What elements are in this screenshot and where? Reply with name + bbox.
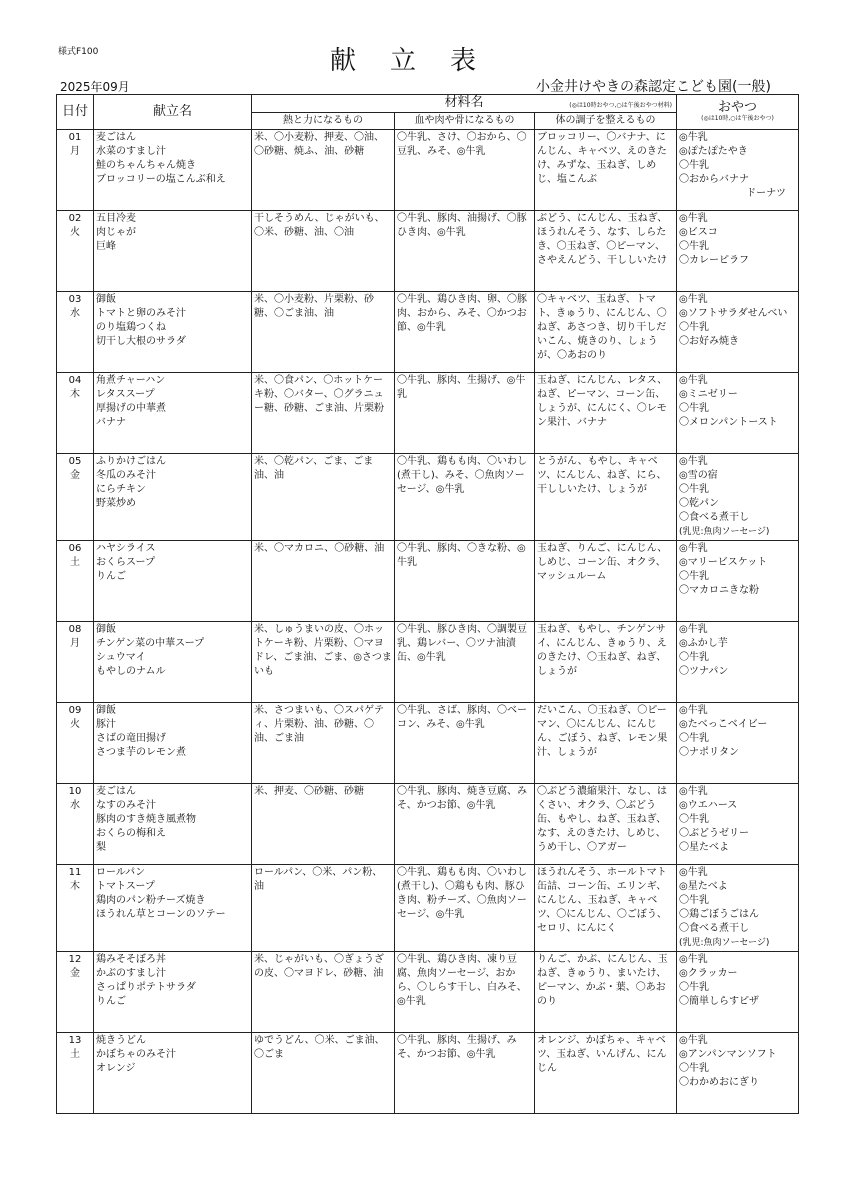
energy-header: 熱と力になるもの [252,113,395,130]
table-row [57,373,799,454]
table-row [57,865,799,952]
menu-cell [94,784,252,865]
menu-item: 切干し大根のサラダ [96,336,186,347]
table-row [57,541,799,622]
menu-item: ハヤシライス [96,543,156,554]
snack-item: 〇ぶどうゼリー [679,828,749,839]
body-cell: 玉ねぎ、りんご、にんじん、しめじ、コーン缶、オクラ、マッシュルーム [535,541,677,622]
snack-item: ◎アンパンマンソフト [679,1049,777,1060]
snack-cell [677,292,799,373]
date-cell [57,865,94,952]
snack-item: ◎ぽたぽたやき [679,146,748,157]
table-row [57,130,799,211]
snack-cell [677,373,799,454]
date-cell [57,373,94,454]
snack-item: ◎牛乳 [679,213,708,224]
energy-cell: 米、〇小麦粉、押麦、〇油、〇砂糖、焼ふ、油、砂糖 [252,130,395,211]
blood-cell: 〇牛乳、鶏もも肉、〇いわし(煮干し)、みそ、〇魚肉ソーセージ、◎牛乳 [395,454,535,541]
menu-item: 巨峰 [96,241,116,252]
materials-label: 材料名 [444,95,484,110]
snack-label: おやつ [717,100,757,115]
table-row [57,784,799,865]
day-number: 02 [68,213,82,224]
snack-item: 〇牛乳 [679,895,709,906]
menu-item: 鮭のちゃんちゃん焼き [96,160,196,171]
snack-item: 〇牛乳 [679,484,709,495]
menu-item: 野菜炒め [96,498,136,509]
menu-item: かぼちゃのみそ汁 [96,1049,176,1060]
body-cell: 玉ねぎ、もやし、チンゲンサイ、にんじん、きゅうり、えのきたけ、〇玉ねぎ、ねぎ、しょうが [535,622,677,703]
menu-cell [94,622,252,703]
menu-item: トマトスープ [96,881,155,892]
menu-item: ロールパン [96,867,146,878]
snack-item: ◎牛乳 [679,132,708,143]
energy-cell: ロールパン、〇米、パン粉、油 [252,865,395,952]
snack-item: 〇鶏ごぼうごはん [679,909,759,920]
snack-item: 〇牛乳 [679,652,709,663]
blood-cell: 〇牛乳、鶏ひき肉、卵、〇豚肉、おから、みそ、〇かつお節、◎牛乳 [395,292,535,373]
date-cell [57,703,94,784]
year-month: 2025年09月 [60,80,130,94]
weekday: 水 [70,308,80,319]
snack-item: ◎たべっこベイビー [679,719,768,730]
menu-item: なすのみそ汁 [96,800,156,811]
energy-cell: 米、〇食パン、〇ホットケーキ粉、〇バター、〇グラニュー糖、砂糖、ごま油、片栗粉 [252,373,395,454]
menu-table [56,94,799,1114]
menu-cell [94,541,252,622]
blood-cell: 〇牛乳、豚肉、焼き豆腐、みそ、かつお節、◎牛乳 [395,784,535,865]
menu-item: 御飯 [96,294,116,305]
menu-item: シュウマイ [96,652,146,663]
energy-cell: ゆでうどん、〇米、ごま油、〇ごま [252,1033,395,1114]
energy-cell: 米、押麦、〇砂糖、砂糖 [252,784,395,865]
energy-cell: 米、〇マカロニ、〇砂糖、油 [252,541,395,622]
menu-item: りんご [96,996,126,1007]
snack-item: ◎ミニゼリー [679,389,738,400]
snack-item: 〇わかめおにぎり [679,1077,759,1088]
blood-cell: 〇牛乳、さけ、〇おから、〇豆乳、みそ、◎牛乳 [395,130,535,211]
snack-item: ◎雪の宿 [679,470,718,481]
menu-item: 麦ごはん [96,786,136,797]
snack-item: ◎牛乳 [679,786,708,797]
snack-item: ◎牛乳 [679,543,708,554]
form-number: 様式F100 [58,47,99,57]
blood-cell: 〇牛乳、豚肉、〇きな粉、◎牛乳 [395,541,535,622]
snack-item: ◎牛乳 [679,867,708,878]
menu-cell [94,211,252,292]
blood-cell: 〇牛乳、豚肉、油揚げ、〇豚ひき肉、◎牛乳 [395,211,535,292]
materials-header [252,95,677,113]
snack-item: 〇牛乳 [679,322,709,333]
menu-item: 梨 [96,842,106,853]
table-row [57,952,799,1033]
snack-cell [677,784,799,865]
snack-note: (◎は10時,○は午後おやつ) [701,115,774,122]
blood-header: 血や肉や骨になるもの [395,113,535,130]
snack-cell [677,211,799,292]
menu-item: さつま芋のレモン煮 [96,747,186,758]
date-cell [57,211,94,292]
menu-item: 豚肉のすき焼き風煮物 [96,814,196,825]
snack-item: 〇牛乳 [679,241,709,252]
menu-item: さばの竜田揚げ [96,733,166,744]
snack-item: ◎牛乳 [679,1035,708,1046]
menu-item: 水菜のすまし汁 [96,146,166,157]
table-row [57,1033,799,1114]
body-cell: 〇キャベツ、玉ねぎ、トマト、きゅうり、にんじん、〇ねぎ、あさつき、切り干しだいこん、焼きのり、しょうが、〇あおのり [535,292,677,373]
menu-cell [94,865,252,952]
day-number: 08 [68,624,82,635]
table-row [57,622,799,703]
snack-item: ◎牛乳 [679,456,708,467]
menu-header: 献立名 [94,95,252,130]
blood-cell: 〇牛乳、豚肉、生揚げ、◎牛乳 [395,373,535,454]
snack-cell [677,952,799,1033]
menu-item: トマトと卵のみそ汁 [96,308,186,319]
table-row [57,454,799,541]
date-cell [57,952,94,1033]
menu-cell [94,952,252,1033]
snack-item: ◎ビスコ [679,227,718,238]
menu-item: 厚揚げの中華煮 [96,403,166,414]
snack-item: ◎牛乳 [679,294,708,305]
snack-item: ◎牛乳 [679,624,708,635]
date-header: 日付 [57,95,94,130]
energy-cell: 干しそうめん、じゃがいも、〇米、砂糖、油、〇油 [252,211,395,292]
energy-cell: 米、じゃがいも、〇ぎょうざの皮、〇マヨドレ、砂糖、油 [252,952,395,1033]
date-cell [57,541,94,622]
date-cell [57,454,94,541]
snack-item: 〇カレーピラフ [679,255,749,266]
body-cell: ほうれんそう、ホールトマト缶詰、コーン缶、エリンギ、にんじん、玉ねぎ、キャベツ、〇にんじん、〇ごぼう、セロリ、にんにく [535,865,677,952]
weekday: 木 [70,389,80,400]
snack-item: 〇牛乳 [679,733,709,744]
snack-item: ◎クラッカー [679,968,738,979]
date-cell [57,1033,94,1114]
menu-cell [94,373,252,454]
date-cell [57,130,94,211]
menu-cell [94,703,252,784]
snack-item: 〇牛乳 [679,814,709,825]
day-number: 09 [68,705,82,716]
blood-cell: 〇牛乳、鶏ひき肉、凍り豆腐、魚肉ソーセージ、おから、〇しらす干し、白みそ、◎牛乳 [395,952,535,1033]
blood-cell: 〇牛乳、さば、豚肉、〇ベーコン、みそ、◎牛乳 [395,703,535,784]
weekday: 土 [70,557,80,568]
table-row [57,211,799,292]
title-char: 献 [330,46,357,76]
day-number: 04 [68,375,82,386]
menu-item: 鶏みそそぼろ丼 [96,954,166,965]
date-cell [57,622,94,703]
body-cell: ブロッコリー、〇バナナ、にんじん、キャベツ、えのきたけ、みずな、玉ねぎ、しめじ、塩こんぶ [535,130,677,211]
menu-cell [94,454,252,541]
snack-item: 〇おからバナナ [679,174,749,185]
menu-item: もやしのナムル [96,666,166,677]
snack-item: ◎マリービスケット [679,557,768,568]
day-number: 05 [68,456,82,467]
menu-item: ブロッコリーの塩こんぶ和え [96,174,226,185]
menu-item: 御飯 [96,705,116,716]
weekday: 月 [70,638,80,649]
weekday: 水 [70,800,80,811]
menu-item: チンゲン菜の中華スープ [96,638,205,649]
day-number: 13 [68,1035,82,1046]
body-cell: ぶどう、にんじん、玉ねぎ、ほうれんそう、なす、しらたき、〇玉ねぎ、〇ピーマン、さやえんどう、干ししいたけ [535,211,677,292]
table-row [57,292,799,373]
weekday: 金 [70,470,80,481]
menu-item: りんご [96,571,126,582]
menu-item: 豚汁 [96,719,116,730]
body-cell: 玉ねぎ、にんじん、レタス、ねぎ、ピーマン、コーン缶、しょうが、にんにく、〇レモン果汁、バナナ [535,373,677,454]
menu-item: 麦ごはん [96,132,136,143]
date-cell [57,784,94,865]
snack-item: ◎ソフトサラダせんべい [679,308,788,319]
snack-item: ◎牛乳 [679,705,708,716]
snack-header [677,95,799,130]
materials-note: (◎は10時おやつ,○は午後おやつ材料) [569,102,672,109]
day-number: 01 [68,132,82,143]
weekday: 月 [70,146,80,157]
menu-item: レタススープ [96,389,155,400]
snack-item: 〇星たべよ [679,842,729,853]
day-number: 10 [68,786,82,797]
snack-item: ◎牛乳 [679,375,708,386]
snack-item: 〇ツナパン [679,666,729,677]
weekday: 木 [70,881,80,892]
title-char: 立 [390,46,417,76]
menu-item: オレンジ [96,1063,136,1074]
snack-item: 〇牛乳 [679,403,709,414]
snack-cell [677,1033,799,1114]
menu-cell [94,130,252,211]
menu-item: かぶのすまし汁 [96,968,166,979]
menu-item: 五目冷麦 [96,213,136,224]
snack-item: 〇食べる煮干し [679,923,749,934]
menu-cell [94,1033,252,1114]
day-number: 06 [68,543,82,554]
weekday: 火 [70,719,80,730]
page-title [330,40,510,77]
menu-item: ふりかけごはん [96,456,166,467]
menu-table-body [57,130,799,1114]
menu-item: 御飯 [96,624,116,635]
snack-item: 〇簡単しらすピザ [679,996,759,1007]
snack-sub-note: (乳児:魚肉ソーセージ) [679,527,770,537]
snack-item: 〇ナポリタン [679,747,739,758]
menu-item: 冬瓜のみそ汁 [96,470,156,481]
body-cell: 〇ぶどう濃縮果汁、なし、はくさい、オクラ、〇ぶどう缶、もやし、ねぎ、玉ねぎ、なす、えのきたけ、しめじ、うめ干し、〇アガー [535,784,677,865]
snack-item: ◎星たべよ [679,881,728,892]
snack-item: ◎牛乳 [679,954,708,965]
day-number: 03 [68,294,82,305]
snack-item: 〇牛乳 [679,1063,709,1074]
snack-cell [677,130,799,211]
energy-cell: 米、〇小麦粉、片栗粉、砂糖、〇ごま油、油 [252,292,395,373]
snack-item: 〇メロンパントースト [679,417,778,428]
snack-item-continued: ドーナツ [746,188,786,199]
snack-cell [677,865,799,952]
body-header: 体の調子を整えるもの [535,113,677,130]
menu-item: バナナ [96,417,126,428]
day-number: 11 [68,867,82,878]
menu-item: さっぱりポテトサラダ [96,982,196,993]
snack-cell [677,454,799,541]
snack-item: ◎ふかし芋 [679,638,728,649]
snack-item: 〇牛乳 [679,160,709,171]
menu-item: 肉じゃが [96,227,136,238]
body-cell: だいこん、〇玉ねぎ、〇ピーマン、〇にんじん、にんじん、ごぼう、ねぎ、レモン果汁、しょうが [535,703,677,784]
menu-item: おくらスープ [96,557,155,568]
snack-item: 〇牛乳 [679,571,709,582]
snack-item: 〇マカロニきな粉 [679,585,759,596]
blood-cell: 〇牛乳、鶏もも肉、〇いわし(煮干し)、〇鶏もも肉、豚ひき肉、粉チーズ、〇魚肉ソーセージ、◎牛乳 [395,865,535,952]
menu-item: 鶏肉のパン粉チーズ焼き [96,895,206,906]
date-cell [57,292,94,373]
snack-item: 〇食べる煮干し [679,512,749,523]
facility-name: 小金井けやきの森認定こども園(一般) [536,79,771,95]
snack-item: ◎ウエハース [679,800,738,811]
weekday: 土 [70,1049,80,1060]
body-cell: とうがん、もやし、キャベツ、にんじん、ねぎ、にら、干ししいたけ、しょうが [535,454,677,541]
energy-cell: 米、〇乾パン、ごま、ごま油、油 [252,454,395,541]
snack-sub-note: (乳児:魚肉ソーセージ) [679,938,770,948]
menu-item: おくらの梅和え [96,828,166,839]
blood-cell: 〇牛乳、豚ひき肉、〇調製豆乳、鶏レバー、〇ツナ油漬缶、◎牛乳 [395,622,535,703]
blood-cell: 〇牛乳、豚肉、生揚げ、みそ、かつお節、◎牛乳 [395,1033,535,1114]
snack-item: 〇乾パン [679,498,719,509]
menu-cell [94,292,252,373]
energy-cell: 米、さつまいも、〇スパゲティ、片栗粉、油、砂糖、〇油、ごま油 [252,703,395,784]
snack-cell [677,622,799,703]
weekday: 金 [70,968,80,979]
table-row [57,703,799,784]
snack-cell [677,703,799,784]
menu-item: 角煮チャーハン [96,375,166,386]
weekday: 火 [70,227,80,238]
menu-item: ほうれん草とコーンのソテー [96,909,226,920]
body-cell: りんご、かぶ、にんじん、玉ねぎ、きゅうり、まいたけ、ピーマン、かぶ・葉、〇あおのり [535,952,677,1033]
menu-item: にらチキン [96,484,146,495]
snack-item: 〇お好み焼き [679,336,739,347]
energy-cell: 米、しゅうまいの皮、〇ホットケーキ粉、片栗粉、〇マヨドレ、ごま油、ごま、◎さつまいも [252,622,395,703]
snack-item: 〇牛乳 [679,982,709,993]
snack-cell [677,541,799,622]
menu-item: のり塩鶏つくね [96,322,166,333]
menu-item: 焼きうどん [96,1035,146,1046]
body-cell: オレンジ、かぼちゃ、キャベツ、玉ねぎ、いんげん、にんじん [535,1033,677,1114]
day-number: 12 [68,954,82,965]
title-char: 表 [450,46,477,76]
